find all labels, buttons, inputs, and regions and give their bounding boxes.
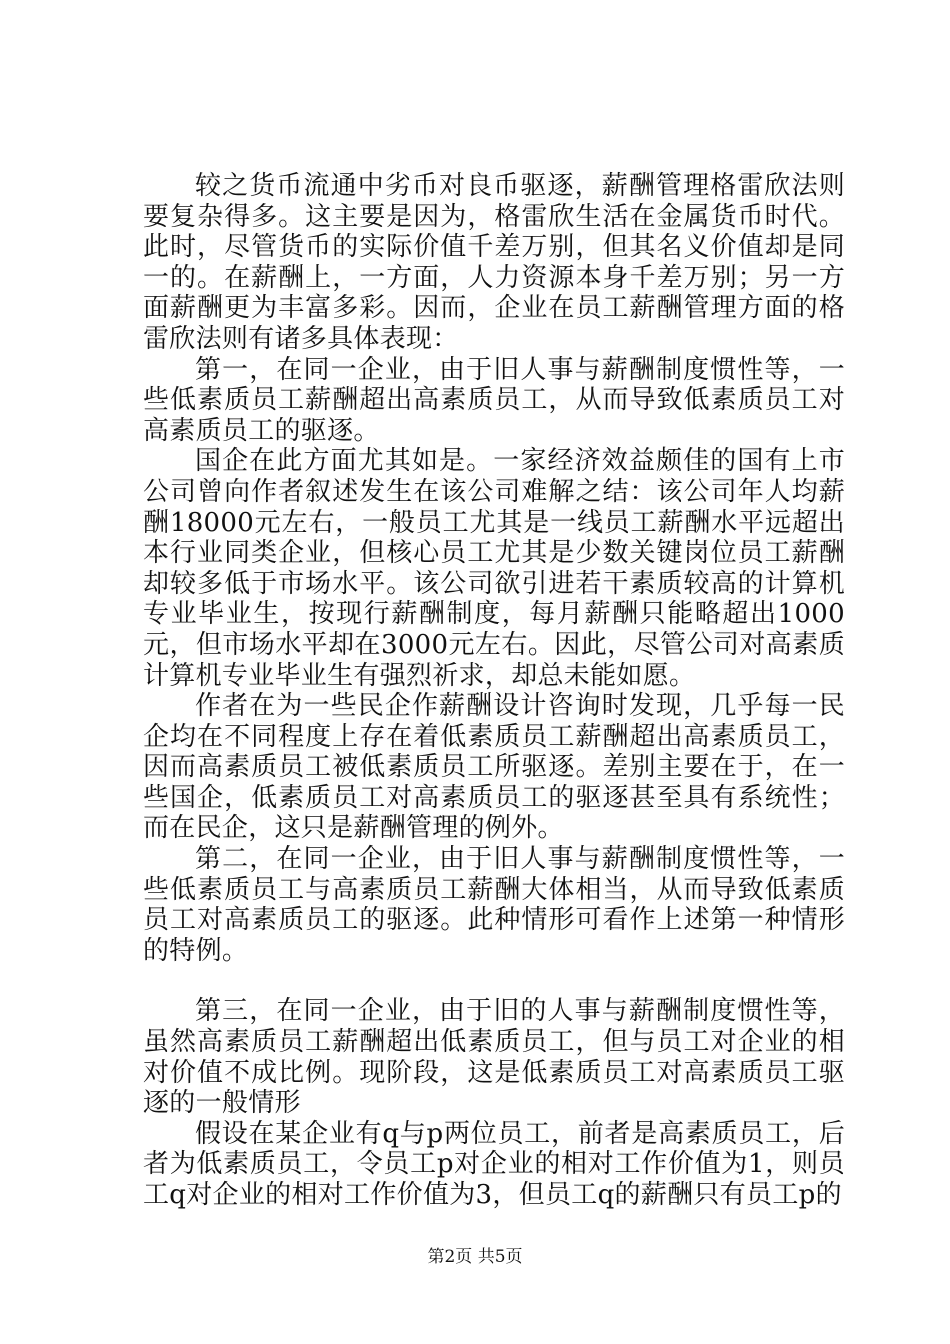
- paragraph-case-two: 第二，在同一企业，由于旧人事与薪酬制度惯性等，一些低素质员工与高素质员工薪酬大体相当，从而导致低素质员工对高素质员工的驱逐。此种情形可看作上述第一种情形的特例。: [143, 844, 845, 966]
- paragraph-intro: 较之货币流通中劣币对良币驱逐，薪酬管理格雷欣法则要复杂得多。这主要是因为，格雷欣生活在金属货币时代。此时，尽管货币的实际价值千差万别，但其名义价值却是同一的。在薪酬上，一方面，人力资源本身千差万别；另一方面薪酬更为丰富多彩。因而，企业在员工薪酬管理方面的格雷欣法则有诸多具体表现：: [143, 171, 845, 354]
- paragraph-private-enterprise: 作者在为一些民企作薪酬设计咨询时发现，几乎每一民企均在不同程度上存在着低素质员工薪酬超出高素质员工，因而高素质员工被低素质员工所驱逐。差别主要在于，在一些国企，低素质员工对高素质员工的驱逐甚至具有系统性；而在民企，这只是薪酬管理的例外。: [143, 691, 845, 844]
- paragraph-soe-example: 国企在此方面尤其如是。一家经济效益颇佳的国有上市公司曾向作者叙述发生在该公司难解之结：该公司年人均薪酬18000元左右，一般员工尤其是一线员工薪酬水平远超出本行业同类企业，但核心员工尤其是少数关键岗位员工薪酬却较多低于市场水平。该公司欲引进若干素质较高的计算机专业毕业生，按现行薪酬制度，每月薪酬只能略超出1000元，但市场水平却在3000元左右。因此，尽管公司对高素质计算机专业毕业生有强烈祈求，却总未能如愿。: [143, 446, 845, 691]
- paragraph-case-three: 第三，在同一企业，由于旧的人事与薪酬制度惯性等，虽然高素质员工薪酬超出低素质员工，但与员工对企业的相对价值不成比例。现阶段，这是低素质员工对高素质员工驱逐的一般情形: [143, 996, 845, 1119]
- paragraph-assumption: 假设在某企业有q与p两位员工，前者是高素质员工，后者为低素质员工，令员工p对企业的相对工作价值为1，则员工q对企业的相对工作价值为3，但员工q的薪酬只有员工p的: [143, 1118, 845, 1210]
- paragraph-case-one: 第一，在同一企业，由于旧人事与薪酬制度惯性等，一些低素质员工薪酬超出高素质员工，从而导致低素质员工对高素质员工的驱逐。: [143, 354, 845, 446]
- page-number-footer: 第2页 共5页: [427, 1247, 523, 1267]
- document-body: [143, 171, 845, 1211]
